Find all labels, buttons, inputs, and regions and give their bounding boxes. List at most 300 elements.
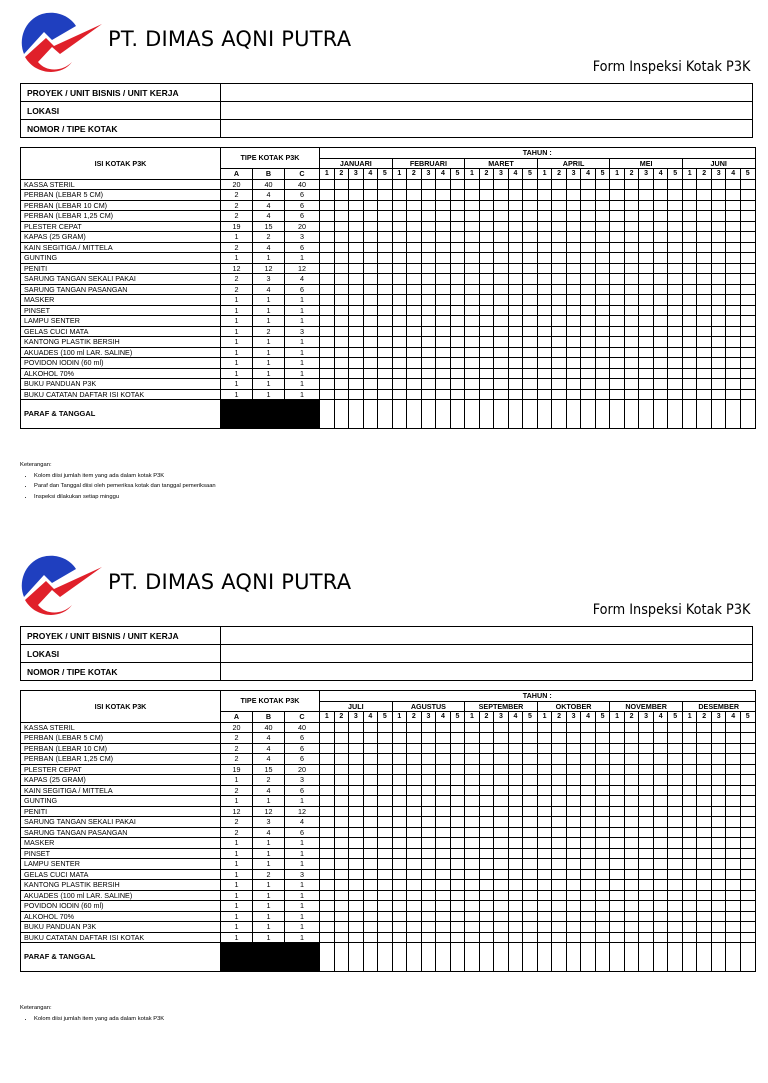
check-cell[interactable] xyxy=(711,911,726,922)
check-cell[interactable] xyxy=(581,880,596,891)
check-cell[interactable] xyxy=(639,337,654,348)
check-cell[interactable] xyxy=(711,775,726,786)
check-cell[interactable] xyxy=(508,817,523,828)
check-cell[interactable] xyxy=(349,890,364,901)
check-cell[interactable] xyxy=(508,337,523,348)
check-cell[interactable] xyxy=(334,358,349,369)
check-cell[interactable] xyxy=(494,284,509,295)
check-cell[interactable] xyxy=(740,232,755,243)
check-cell[interactable] xyxy=(407,368,422,379)
check-cell[interactable] xyxy=(639,379,654,390)
check-cell[interactable] xyxy=(349,722,364,733)
check-cell[interactable] xyxy=(697,827,712,838)
check-cell[interactable] xyxy=(508,764,523,775)
check-cell[interactable] xyxy=(320,368,335,379)
check-cell[interactable] xyxy=(639,263,654,274)
check-cell[interactable] xyxy=(537,733,552,744)
signature-cell[interactable] xyxy=(450,400,465,429)
check-cell[interactable] xyxy=(740,911,755,922)
check-cell[interactable] xyxy=(726,337,741,348)
check-cell[interactable] xyxy=(450,221,465,232)
check-cell[interactable] xyxy=(537,326,552,337)
check-cell[interactable] xyxy=(697,232,712,243)
check-cell[interactable] xyxy=(726,284,741,295)
check-cell[interactable] xyxy=(465,284,480,295)
check-cell[interactable] xyxy=(537,743,552,754)
check-cell[interactable] xyxy=(682,817,697,828)
check-cell[interactable] xyxy=(552,722,567,733)
check-cell[interactable] xyxy=(436,911,451,922)
check-cell[interactable] xyxy=(639,253,654,264)
check-cell[interactable] xyxy=(508,922,523,933)
check-cell[interactable] xyxy=(392,379,407,390)
check-cell[interactable] xyxy=(610,733,625,744)
check-cell[interactable] xyxy=(610,295,625,306)
check-cell[interactable] xyxy=(436,880,451,891)
check-cell[interactable] xyxy=(726,211,741,222)
check-cell[interactable] xyxy=(407,743,422,754)
check-cell[interactable] xyxy=(320,263,335,274)
check-cell[interactable] xyxy=(378,368,393,379)
check-cell[interactable] xyxy=(581,253,596,264)
check-cell[interactable] xyxy=(436,722,451,733)
check-cell[interactable] xyxy=(436,347,451,358)
check-cell[interactable] xyxy=(682,890,697,901)
check-cell[interactable] xyxy=(349,295,364,306)
check-cell[interactable] xyxy=(421,722,436,733)
check-cell[interactable] xyxy=(392,775,407,786)
check-cell[interactable] xyxy=(334,911,349,922)
check-cell[interactable] xyxy=(581,817,596,828)
check-cell[interactable] xyxy=(740,316,755,327)
check-cell[interactable] xyxy=(639,316,654,327)
check-cell[interactable] xyxy=(421,785,436,796)
signature-cell[interactable] xyxy=(494,400,509,429)
check-cell[interactable] xyxy=(581,785,596,796)
check-cell[interactable] xyxy=(436,242,451,253)
check-cell[interactable] xyxy=(450,743,465,754)
check-cell[interactable] xyxy=(566,179,581,190)
check-cell[interactable] xyxy=(334,211,349,222)
check-cell[interactable] xyxy=(566,200,581,211)
check-cell[interactable] xyxy=(523,316,538,327)
check-cell[interactable] xyxy=(523,722,538,733)
check-cell[interactable] xyxy=(363,796,378,807)
check-cell[interactable] xyxy=(334,901,349,912)
check-cell[interactable] xyxy=(653,190,668,201)
check-cell[interactable] xyxy=(320,932,335,943)
check-cell[interactable] xyxy=(421,179,436,190)
check-cell[interactable] xyxy=(523,911,538,922)
check-cell[interactable] xyxy=(363,859,378,870)
check-cell[interactable] xyxy=(740,305,755,316)
check-cell[interactable] xyxy=(349,785,364,796)
check-cell[interactable] xyxy=(407,358,422,369)
check-cell[interactable] xyxy=(740,179,755,190)
check-cell[interactable] xyxy=(334,179,349,190)
check-cell[interactable] xyxy=(494,796,509,807)
check-cell[interactable] xyxy=(610,754,625,765)
check-cell[interactable] xyxy=(465,232,480,243)
signature-cell[interactable] xyxy=(508,943,523,972)
check-cell[interactable] xyxy=(537,284,552,295)
check-cell[interactable] xyxy=(711,785,726,796)
check-cell[interactable] xyxy=(668,232,683,243)
check-cell[interactable] xyxy=(421,326,436,337)
check-cell[interactable] xyxy=(639,817,654,828)
check-cell[interactable] xyxy=(552,901,567,912)
check-cell[interactable] xyxy=(523,838,538,849)
info-value-field[interactable] xyxy=(221,663,753,681)
check-cell[interactable] xyxy=(639,389,654,400)
check-cell[interactable] xyxy=(320,754,335,765)
check-cell[interactable] xyxy=(363,901,378,912)
check-cell[interactable] xyxy=(407,337,422,348)
check-cell[interactable] xyxy=(595,827,610,838)
signature-cell[interactable] xyxy=(711,943,726,972)
check-cell[interactable] xyxy=(668,754,683,765)
check-cell[interactable] xyxy=(537,200,552,211)
check-cell[interactable] xyxy=(523,253,538,264)
check-cell[interactable] xyxy=(479,211,494,222)
check-cell[interactable] xyxy=(552,337,567,348)
check-cell[interactable] xyxy=(581,358,596,369)
check-cell[interactable] xyxy=(610,253,625,264)
check-cell[interactable] xyxy=(363,743,378,754)
check-cell[interactable] xyxy=(465,305,480,316)
check-cell[interactable] xyxy=(595,754,610,765)
check-cell[interactable] xyxy=(407,890,422,901)
check-cell[interactable] xyxy=(363,806,378,817)
check-cell[interactable] xyxy=(320,221,335,232)
check-cell[interactable] xyxy=(378,932,393,943)
check-cell[interactable] xyxy=(552,817,567,828)
check-cell[interactable] xyxy=(508,316,523,327)
signature-cell[interactable] xyxy=(392,400,407,429)
check-cell[interactable] xyxy=(697,901,712,912)
check-cell[interactable] xyxy=(581,806,596,817)
check-cell[interactable] xyxy=(624,932,639,943)
check-cell[interactable] xyxy=(392,253,407,264)
check-cell[interactable] xyxy=(653,932,668,943)
check-cell[interactable] xyxy=(668,827,683,838)
signature-cell[interactable] xyxy=(421,400,436,429)
check-cell[interactable] xyxy=(697,211,712,222)
check-cell[interactable] xyxy=(465,848,480,859)
check-cell[interactable] xyxy=(639,221,654,232)
check-cell[interactable] xyxy=(653,232,668,243)
check-cell[interactable] xyxy=(363,305,378,316)
check-cell[interactable] xyxy=(407,901,422,912)
check-cell[interactable] xyxy=(697,932,712,943)
check-cell[interactable] xyxy=(421,274,436,285)
check-cell[interactable] xyxy=(653,775,668,786)
check-cell[interactable] xyxy=(523,200,538,211)
signature-cell[interactable] xyxy=(349,400,364,429)
check-cell[interactable] xyxy=(334,764,349,775)
check-cell[interactable] xyxy=(595,389,610,400)
check-cell[interactable] xyxy=(450,358,465,369)
check-cell[interactable] xyxy=(392,368,407,379)
check-cell[interactable] xyxy=(552,368,567,379)
check-cell[interactable] xyxy=(566,232,581,243)
check-cell[interactable] xyxy=(668,733,683,744)
check-cell[interactable] xyxy=(392,764,407,775)
check-cell[interactable] xyxy=(711,848,726,859)
signature-cell[interactable] xyxy=(552,943,567,972)
check-cell[interactable] xyxy=(740,200,755,211)
check-cell[interactable] xyxy=(494,775,509,786)
check-cell[interactable] xyxy=(595,911,610,922)
check-cell[interactable] xyxy=(508,848,523,859)
check-cell[interactable] xyxy=(450,859,465,870)
check-cell[interactable] xyxy=(363,232,378,243)
check-cell[interactable] xyxy=(450,295,465,306)
check-cell[interactable] xyxy=(523,337,538,348)
check-cell[interactable] xyxy=(392,295,407,306)
check-cell[interactable] xyxy=(494,859,509,870)
check-cell[interactable] xyxy=(711,859,726,870)
check-cell[interactable] xyxy=(334,869,349,880)
check-cell[interactable] xyxy=(523,211,538,222)
check-cell[interactable] xyxy=(421,838,436,849)
check-cell[interactable] xyxy=(581,859,596,870)
check-cell[interactable] xyxy=(682,806,697,817)
check-cell[interactable] xyxy=(494,722,509,733)
check-cell[interactable] xyxy=(624,221,639,232)
check-cell[interactable] xyxy=(653,848,668,859)
check-cell[interactable] xyxy=(508,179,523,190)
check-cell[interactable] xyxy=(610,922,625,933)
check-cell[interactable] xyxy=(378,890,393,901)
check-cell[interactable] xyxy=(378,263,393,274)
check-cell[interactable] xyxy=(552,358,567,369)
check-cell[interactable] xyxy=(450,754,465,765)
check-cell[interactable] xyxy=(610,379,625,390)
check-cell[interactable] xyxy=(697,848,712,859)
check-cell[interactable] xyxy=(334,347,349,358)
check-cell[interactable] xyxy=(465,880,480,891)
signature-cell[interactable] xyxy=(465,400,480,429)
check-cell[interactable] xyxy=(436,785,451,796)
check-cell[interactable] xyxy=(320,869,335,880)
check-cell[interactable] xyxy=(479,848,494,859)
check-cell[interactable] xyxy=(465,337,480,348)
check-cell[interactable] xyxy=(436,253,451,264)
check-cell[interactable] xyxy=(378,817,393,828)
check-cell[interactable] xyxy=(334,848,349,859)
check-cell[interactable] xyxy=(523,796,538,807)
check-cell[interactable] xyxy=(537,796,552,807)
check-cell[interactable] xyxy=(349,305,364,316)
check-cell[interactable] xyxy=(508,869,523,880)
check-cell[interactable] xyxy=(740,211,755,222)
check-cell[interactable] xyxy=(697,754,712,765)
check-cell[interactable] xyxy=(349,263,364,274)
check-cell[interactable] xyxy=(668,743,683,754)
check-cell[interactable] xyxy=(334,295,349,306)
check-cell[interactable] xyxy=(711,733,726,744)
signature-cell[interactable] xyxy=(494,943,509,972)
check-cell[interactable] xyxy=(363,284,378,295)
check-cell[interactable] xyxy=(537,179,552,190)
check-cell[interactable] xyxy=(653,722,668,733)
check-cell[interactable] xyxy=(552,179,567,190)
check-cell[interactable] xyxy=(595,859,610,870)
check-cell[interactable] xyxy=(552,754,567,765)
check-cell[interactable] xyxy=(726,316,741,327)
check-cell[interactable] xyxy=(653,284,668,295)
check-cell[interactable] xyxy=(320,232,335,243)
check-cell[interactable] xyxy=(378,347,393,358)
check-cell[interactable] xyxy=(697,221,712,232)
check-cell[interactable] xyxy=(697,190,712,201)
check-cell[interactable] xyxy=(537,817,552,828)
check-cell[interactable] xyxy=(740,722,755,733)
check-cell[interactable] xyxy=(740,754,755,765)
check-cell[interactable] xyxy=(508,253,523,264)
check-cell[interactable] xyxy=(363,200,378,211)
check-cell[interactable] xyxy=(668,806,683,817)
check-cell[interactable] xyxy=(479,326,494,337)
check-cell[interactable] xyxy=(334,253,349,264)
check-cell[interactable] xyxy=(363,848,378,859)
signature-cell[interactable] xyxy=(421,943,436,972)
check-cell[interactable] xyxy=(566,754,581,765)
check-cell[interactable] xyxy=(465,932,480,943)
check-cell[interactable] xyxy=(653,733,668,744)
check-cell[interactable] xyxy=(624,316,639,327)
check-cell[interactable] xyxy=(552,242,567,253)
check-cell[interactable] xyxy=(378,859,393,870)
check-cell[interactable] xyxy=(334,922,349,933)
check-cell[interactable] xyxy=(494,764,509,775)
check-cell[interactable] xyxy=(407,733,422,744)
check-cell[interactable] xyxy=(334,190,349,201)
check-cell[interactable] xyxy=(624,347,639,358)
check-cell[interactable] xyxy=(450,922,465,933)
check-cell[interactable] xyxy=(595,869,610,880)
check-cell[interactable] xyxy=(639,775,654,786)
check-cell[interactable] xyxy=(537,848,552,859)
check-cell[interactable] xyxy=(436,817,451,828)
check-cell[interactable] xyxy=(668,263,683,274)
check-cell[interactable] xyxy=(610,775,625,786)
check-cell[interactable] xyxy=(711,190,726,201)
check-cell[interactable] xyxy=(392,316,407,327)
check-cell[interactable] xyxy=(508,295,523,306)
check-cell[interactable] xyxy=(581,901,596,912)
check-cell[interactable] xyxy=(653,253,668,264)
check-cell[interactable] xyxy=(508,901,523,912)
check-cell[interactable] xyxy=(378,838,393,849)
check-cell[interactable] xyxy=(523,358,538,369)
check-cell[interactable] xyxy=(624,880,639,891)
check-cell[interactable] xyxy=(508,347,523,358)
check-cell[interactable] xyxy=(407,379,422,390)
check-cell[interactable] xyxy=(320,337,335,348)
check-cell[interactable] xyxy=(392,179,407,190)
check-cell[interactable] xyxy=(697,911,712,922)
check-cell[interactable] xyxy=(349,796,364,807)
check-cell[interactable] xyxy=(668,316,683,327)
check-cell[interactable] xyxy=(378,722,393,733)
check-cell[interactable] xyxy=(537,764,552,775)
check-cell[interactable] xyxy=(682,827,697,838)
check-cell[interactable] xyxy=(334,200,349,211)
check-cell[interactable] xyxy=(407,295,422,306)
check-cell[interactable] xyxy=(610,190,625,201)
check-cell[interactable] xyxy=(581,200,596,211)
check-cell[interactable] xyxy=(436,922,451,933)
check-cell[interactable] xyxy=(682,932,697,943)
check-cell[interactable] xyxy=(610,785,625,796)
check-cell[interactable] xyxy=(668,295,683,306)
check-cell[interactable] xyxy=(494,190,509,201)
check-cell[interactable] xyxy=(508,211,523,222)
check-cell[interactable] xyxy=(682,368,697,379)
check-cell[interactable] xyxy=(740,922,755,933)
check-cell[interactable] xyxy=(610,316,625,327)
check-cell[interactable] xyxy=(450,368,465,379)
check-cell[interactable] xyxy=(494,733,509,744)
check-cell[interactable] xyxy=(682,232,697,243)
check-cell[interactable] xyxy=(407,347,422,358)
check-cell[interactable] xyxy=(726,242,741,253)
check-cell[interactable] xyxy=(668,200,683,211)
check-cell[interactable] xyxy=(450,326,465,337)
check-cell[interactable] xyxy=(450,785,465,796)
signature-cell[interactable] xyxy=(407,943,422,972)
check-cell[interactable] xyxy=(552,295,567,306)
check-cell[interactable] xyxy=(523,242,538,253)
check-cell[interactable] xyxy=(639,179,654,190)
check-cell[interactable] xyxy=(320,347,335,358)
check-cell[interactable] xyxy=(363,274,378,285)
check-cell[interactable] xyxy=(494,211,509,222)
check-cell[interactable] xyxy=(595,722,610,733)
check-cell[interactable] xyxy=(436,379,451,390)
check-cell[interactable] xyxy=(320,733,335,744)
check-cell[interactable] xyxy=(349,880,364,891)
check-cell[interactable] xyxy=(682,337,697,348)
check-cell[interactable] xyxy=(378,389,393,400)
check-cell[interactable] xyxy=(552,827,567,838)
check-cell[interactable] xyxy=(479,253,494,264)
check-cell[interactable] xyxy=(581,379,596,390)
check-cell[interactable] xyxy=(697,326,712,337)
check-cell[interactable] xyxy=(697,316,712,327)
check-cell[interactable] xyxy=(479,274,494,285)
check-cell[interactable] xyxy=(523,880,538,891)
check-cell[interactable] xyxy=(653,901,668,912)
check-cell[interactable] xyxy=(653,337,668,348)
check-cell[interactable] xyxy=(349,368,364,379)
check-cell[interactable] xyxy=(494,274,509,285)
check-cell[interactable] xyxy=(552,838,567,849)
check-cell[interactable] xyxy=(334,733,349,744)
check-cell[interactable] xyxy=(378,232,393,243)
check-cell[interactable] xyxy=(494,347,509,358)
check-cell[interactable] xyxy=(653,785,668,796)
check-cell[interactable] xyxy=(508,880,523,891)
check-cell[interactable] xyxy=(320,911,335,922)
signature-cell[interactable] xyxy=(450,943,465,972)
check-cell[interactable] xyxy=(508,806,523,817)
check-cell[interactable] xyxy=(668,869,683,880)
check-cell[interactable] xyxy=(639,911,654,922)
check-cell[interactable] xyxy=(711,263,726,274)
